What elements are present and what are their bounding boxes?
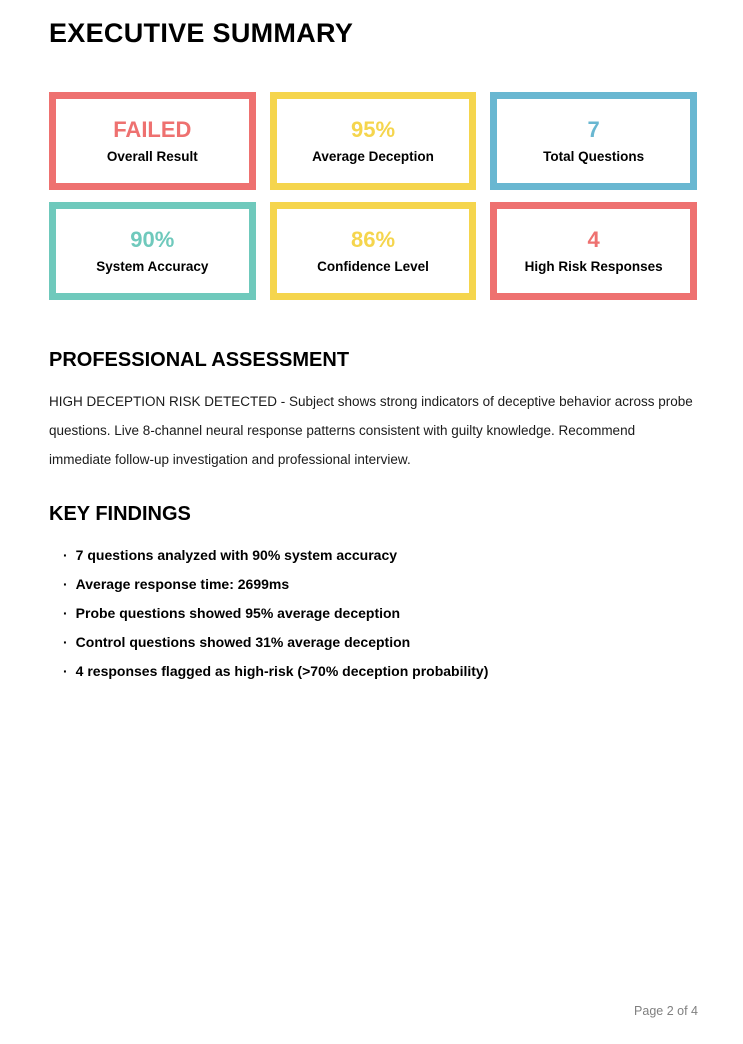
page-title: EXECUTIVE SUMMARY	[49, 18, 354, 48]
stat-card-grid	[49, 92, 697, 300]
stat-label: System Accuracy	[96, 258, 209, 274]
finding-item: · 4 responses flagged as high-risk (>70% deception probability)	[63, 663, 697, 680]
stat-card	[270, 92, 477, 190]
stat-label: Average Deception	[312, 148, 434, 164]
page-number: Page 2 of 4	[634, 1004, 698, 1018]
stat-value: 7	[587, 116, 600, 142]
stat-label: Overall Result	[106, 148, 198, 164]
assessment-heading: PROFESSIONAL ASSESSMENT	[49, 349, 350, 371]
stat-card	[49, 92, 256, 190]
stat-value: 86%	[350, 226, 396, 252]
finding-item: · Control questions showed 31% average deception	[63, 634, 697, 651]
stat-value: 95%	[350, 116, 396, 142]
stat-card	[490, 92, 697, 190]
stat-value: FAILED	[113, 116, 192, 142]
stat-card	[270, 202, 477, 300]
stat-value: 90%	[130, 226, 175, 252]
stat-card	[490, 202, 697, 300]
finding-item: · Average response time: 2699ms	[63, 576, 697, 593]
stat-card	[49, 202, 256, 300]
assessment-body: HIGH DECEPTION RISK DETECTED - Subject shows strong indicators of deceptive behavior across probe questions. Live 8-channel neural response patterns consistent with guilty knowledge. Recommend immediate follow-up investigation and professional interview.	[49, 394, 693, 467]
finding-item: · 7 questions analyzed with 90% system accuracy	[63, 547, 697, 564]
findings-heading: KEY FINDINGS	[49, 503, 191, 525]
finding-item: · Probe questions showed 95% average deception	[63, 605, 697, 622]
stat-label: High Risk Responses	[524, 258, 663, 274]
stat-label: Total Questions	[543, 148, 645, 164]
stat-value: 4	[587, 226, 600, 252]
stat-label: Confidence Level	[317, 258, 429, 274]
findings-list	[49, 547, 697, 680]
